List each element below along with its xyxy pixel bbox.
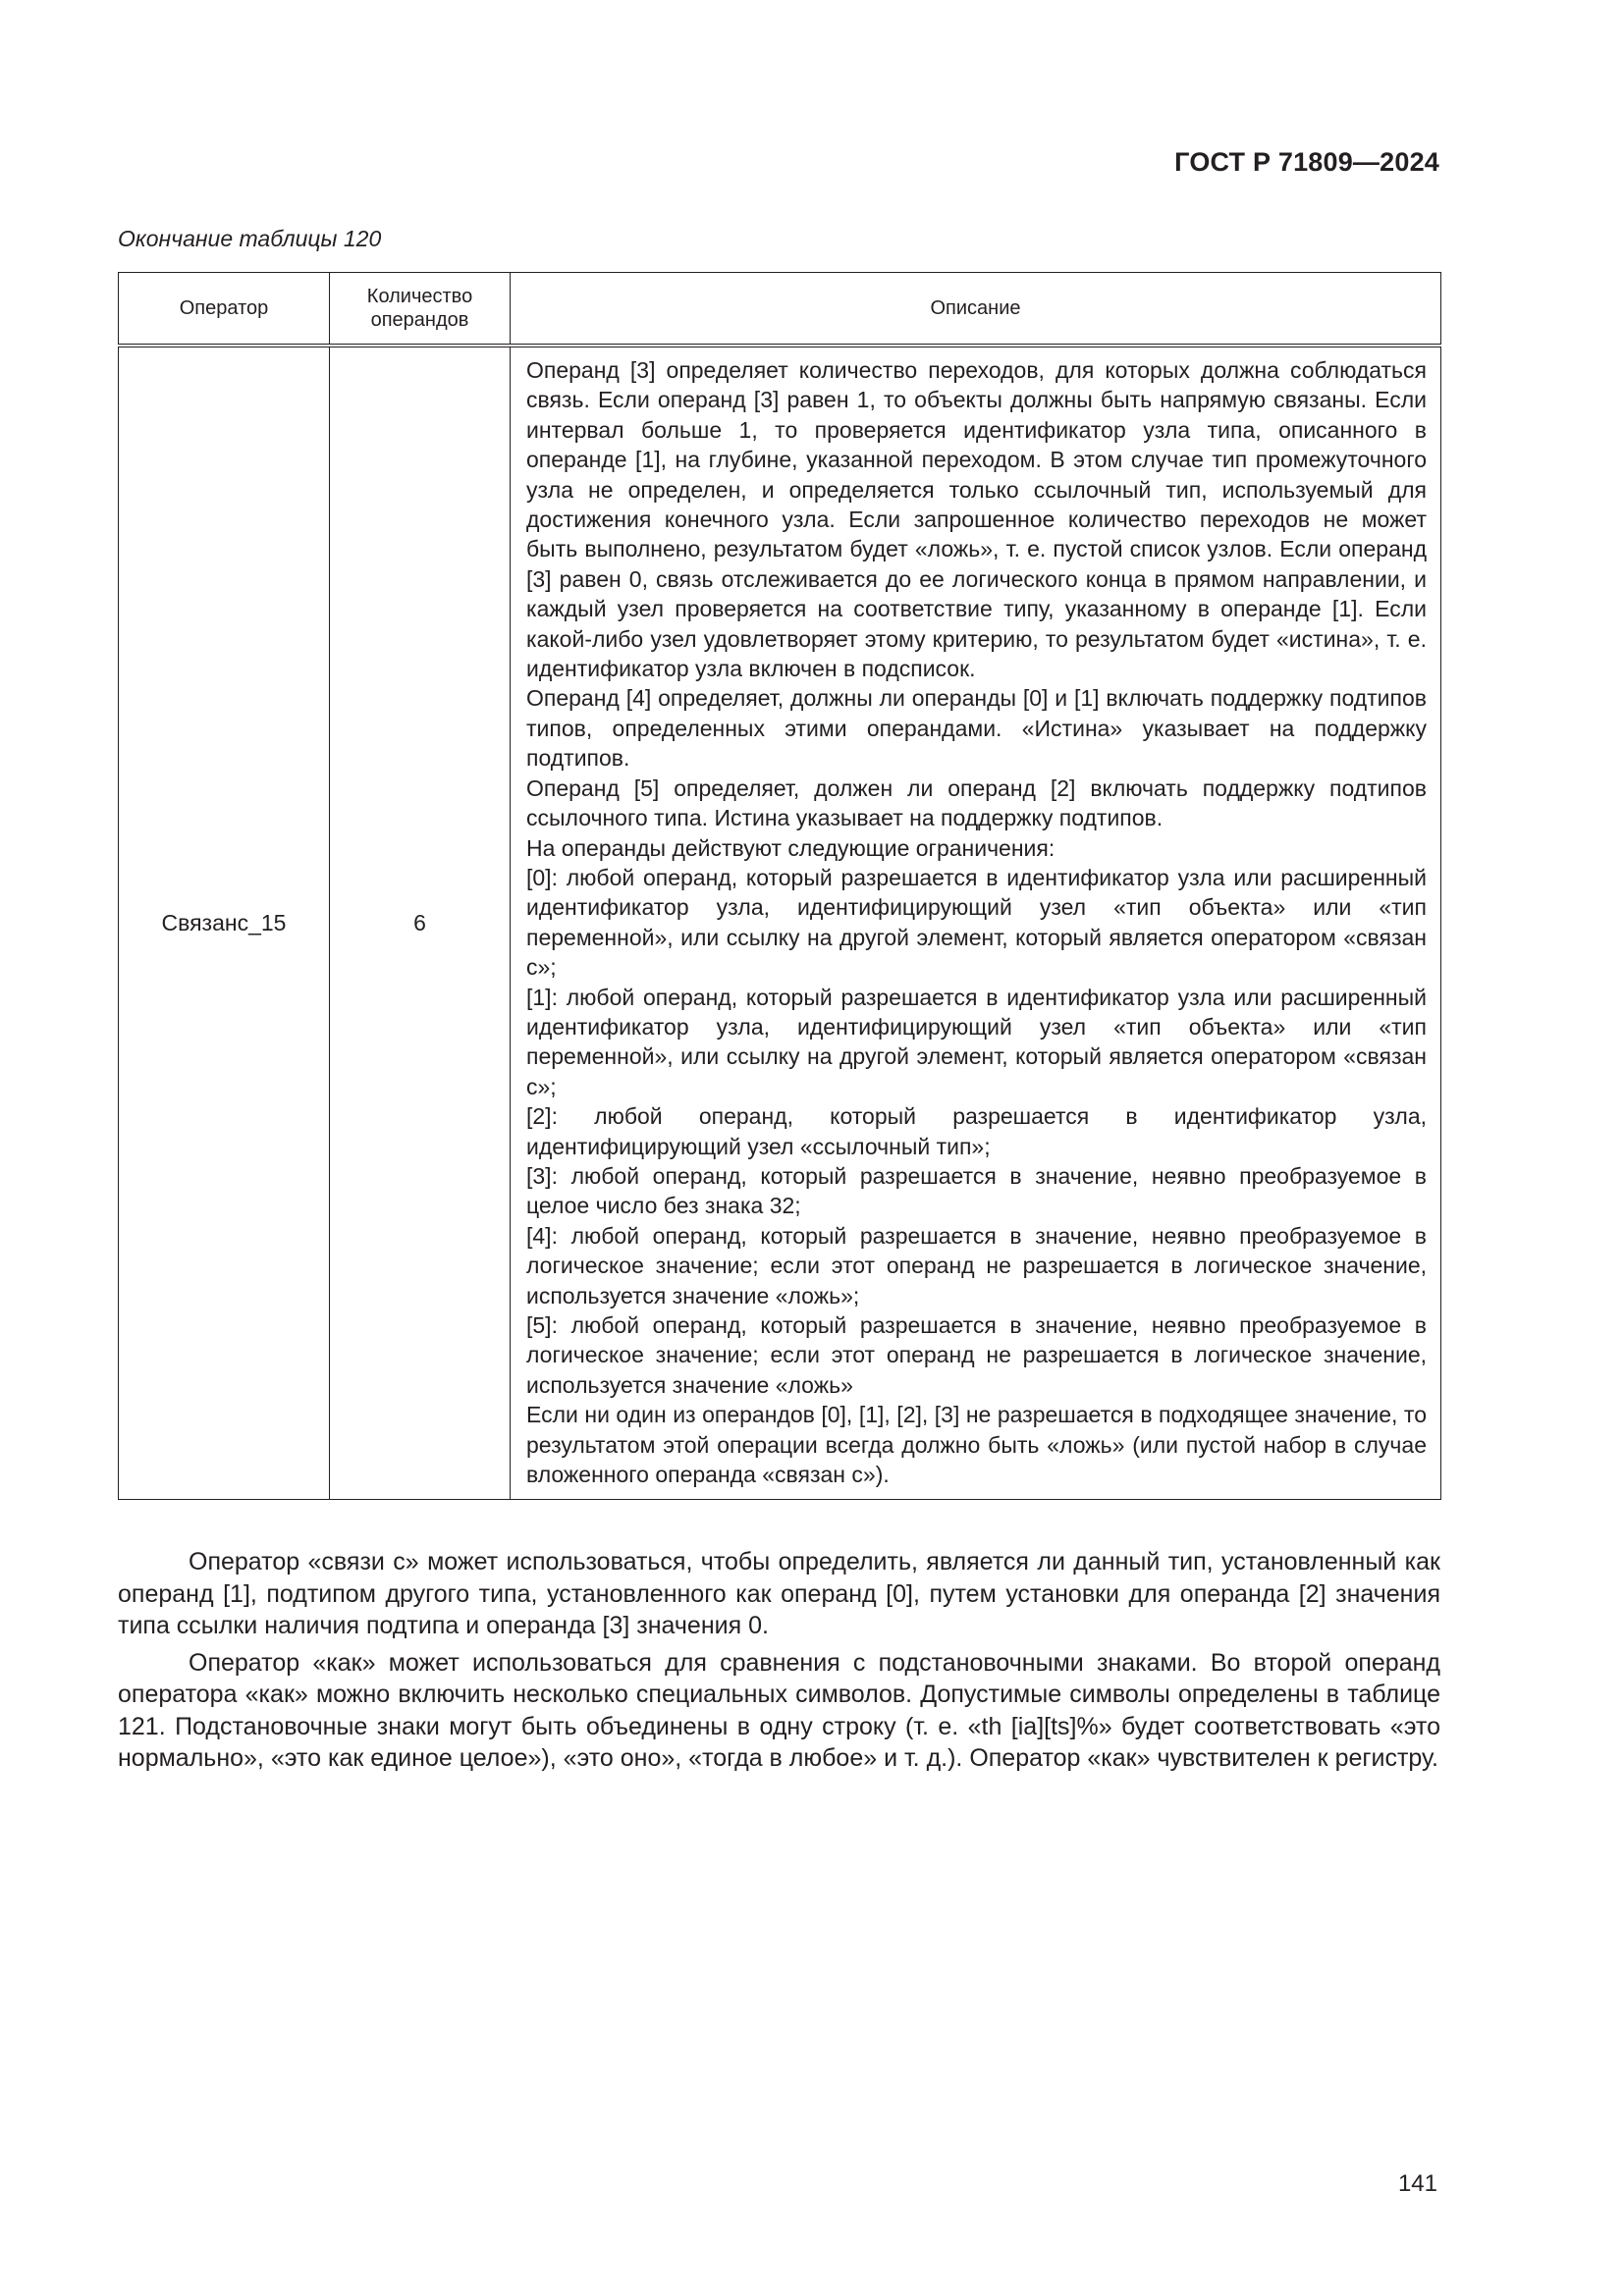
body-text: [118, 1546, 1440, 1780]
column-header-description: Описание: [511, 273, 1441, 347]
description-cell: [511, 346, 1441, 1500]
description-paragraph: [3]: любой операнд, который разрешается в значение, неявно преобразуемое в целое число без знака 32;: [526, 1162, 1427, 1219]
operator-cell: Связанс_15: [119, 346, 330, 1500]
operand-count-cell: 6: [330, 346, 511, 1500]
column-header-operator: Оператор: [119, 273, 330, 347]
body-paragraph: Оператор «связи с» может использоваться, чтобы определить, является ли данный тип, установленный как операнд [1], подтипом другого типа, установленного как операнд [0], путем установки для операнда [2] значения типа ссылки наличия подтипа и операнда [3] значения 0.: [118, 1548, 1440, 1639]
description-paragraph: [4]: любой операнд, который разрешается в значение, неявно преобразуемое в логическое значение; если этот операнд не разрешается в логическое значение, используется значение «ложь»;: [526, 1222, 1427, 1308]
operators-table: [118, 272, 1441, 1500]
description-paragraph: [2]: любой операнд, который разрешается в идентификатор узла, идентифицирующий узел «ссылочный тип»;: [526, 1103, 1427, 1159]
table-header-row: [119, 273, 1441, 347]
description-paragraph: Если ни один из операндов [0], [1], [2], [3] не разрешается в подходящее значение, то результатом этой операции всегда должно быть «ложь» (или пустой набор в случае вложенного операнда «связан с»).: [526, 1402, 1427, 1488]
description-paragraph: [0]: любой операнд, который разрешается в идентификатор узла или расширенный идентификатор узла, идентифицирующий узел «тип объекта» или «тип переменной», или ссылку на другой элемент, который является оператором «связан с»;: [526, 864, 1427, 981]
table-row: [119, 346, 1441, 1500]
description-paragraph: [5]: любой операнд, который разрешается в значение, неявно преобразуемое в логическое значение; если этот операнд не разрешается в логическое значение, используется значение «ложь»: [526, 1312, 1427, 1398]
description-paragraph: На операнды действуют следующие ограничения:: [526, 834, 1056, 861]
document-code: ГОСТ Р 71809—2024: [1174, 147, 1439, 177]
column-header-operand-count: Количество операндов: [330, 273, 511, 347]
description-paragraph: Операнд [4] определяет, должны ли операнды [0] и [1] включать поддержку подтипов типов, определенных этими операндами. «Истина» указывает на поддержку подтипов.: [526, 685, 1427, 772]
body-paragraph: Оператор «как» может использоваться для сравнения с подстановочными знаками. Во второй операнд оператора «как» можно включить несколько специальных символов. Допустимые символы определены в таблице 121. Подстановочные знаки могут быть объединены в одну строку (т. е. «th [ia][ts]%» будет соответствовать «это нормально», «это как единое целое»), «это оно», «тогда в любое» и т. д.). Оператор «как» чувствителен к регистру.: [118, 1648, 1440, 1772]
table-caption: Окончание таблицы 120: [118, 226, 382, 251]
description-paragraph: Операнд [5] определяет, должен ли операнд [2] включать поддержку подтипов ссылочного типа. Истина указывает на поддержку подтипов.: [526, 774, 1427, 831]
page-number: 141: [1397, 2170, 1437, 2197]
description-paragraph: Операнд [3] определяет количество переходов, для которых должна соблюдаться связь. Если операнд [3] равен 1, то объекты должны быть напрямую связаны. Если интервал больше 1, то проверяется идентификатор узла типа, описанного в операнде [1], на глубине, указанной переходом. В этом случае тип промежуточного узла не определен, и определяется только ссылочный тип, используемый для достижения конечного узла. Если запрошенное количество переходов не может быть выполнено, результатом будет «ложь», т. е. пустой список узлов. Если операнд [3] равен 0, связь отслеживается до ее логического конца в прямом направлении, и каждый узел проверяется на соответствие типу, указанному в операнде [1]. Если какой-либо узел удовлетворяет этому критерию, то результатом будет «истина», т. е. идентификатор узла включен в подсписок.: [526, 357, 1427, 682]
description-paragraph: [1]: любой операнд, который разрешается в идентификатор узла или расширенный идентификатор узла, идентифицирующий узел «тип объекта» или «тип переменной», или ссылку на другой элемент, который является оператором «связан с»;: [526, 984, 1427, 1099]
